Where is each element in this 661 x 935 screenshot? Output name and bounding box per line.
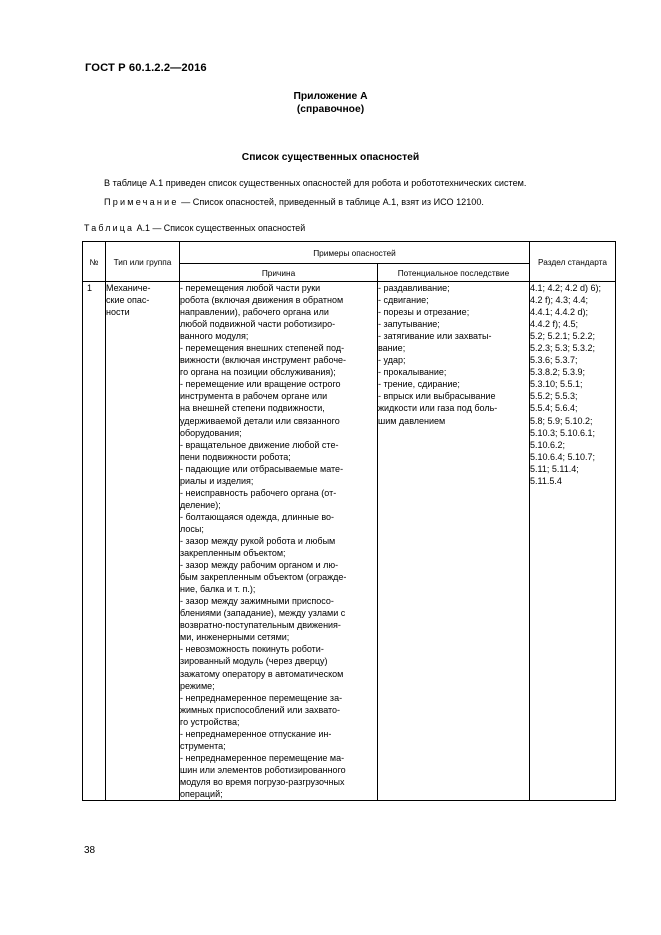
section-title: Список существенных опасностей [241, 152, 420, 163]
cause-line: - перемещения внешних степеней под- [180, 343, 345, 354]
type-line: ности [106, 307, 130, 318]
section-line: 5.3.10; 5.5.1; [530, 379, 583, 390]
section-line: 5.11.5.4 [530, 475, 562, 486]
consequence-line: шим давлением [378, 415, 446, 426]
cause-line: - перемещения любой части руки [180, 283, 321, 293]
cause-line: блениями (западание), между узлами с [180, 608, 346, 619]
cause-line: зированный модуль (через дверцу) [180, 656, 328, 667]
header-type: Тип или группа [106, 242, 180, 282]
section-line: 5.10.6.4; 5.10.7; [530, 451, 596, 462]
header-consequence: Потенциальное последствие [378, 264, 530, 282]
type-line: ские опас- [106, 295, 150, 306]
cause-line: деление); [180, 499, 221, 510]
cause-line: операций; [180, 788, 223, 799]
cause-line: - непреднамеренное отпускание ин- [180, 728, 332, 739]
section-line: 5.11; 5.11.4; [530, 463, 579, 474]
cause-line: зажатому оператору в автоматическом [180, 668, 344, 679]
cause-line: режиме; [180, 680, 215, 691]
cause-line: инструмента в рабочем органе или [180, 391, 328, 402]
section-line: 5.10.3; 5.10.6.1; [530, 427, 596, 438]
section-line: 5.8; 5.9; 5.10.2; [530, 415, 593, 426]
header-cause: Причина [180, 264, 378, 282]
section-line: 4.1; 4.2; 4.2 d) 6); [530, 283, 602, 293]
cause-line: - перемещение или вращение острого [180, 379, 341, 390]
cause-line: жимных приспособлений или захвато- [180, 704, 341, 715]
consequence-line: - затягивание или захваты- [378, 331, 492, 342]
annex-subtitle: (справочное) [296, 104, 365, 115]
cause-line: закрепленным объектом; [180, 548, 286, 559]
cause-line: пени подвижности робота; [180, 451, 291, 462]
cause-line: модуля во время погрузо-разгрузочных [180, 776, 345, 787]
cause-line: робота (включая движения в обратном [180, 295, 344, 306]
cause-line: вижности (включая инструмент рабоче- [180, 355, 347, 366]
intro-paragraph: В таблице А.1 приведен список существенных опасностей для робота и робототехнических систем. [104, 178, 527, 188]
type-line: Механиче- [106, 283, 151, 293]
row-section-cell [530, 282, 616, 801]
cause-line: - зазор между рукой робота и любым [180, 535, 336, 546]
consequence-line: - порезы и отрезание; [378, 307, 470, 318]
note-label: Примечание [104, 197, 179, 207]
section-line: 5.3.6; 5.3.7; [530, 355, 578, 366]
cause-line: удерживаемой детали или связанного [180, 415, 340, 426]
cause-line: го устройства; [180, 716, 240, 727]
hazards-table [82, 241, 616, 801]
cause-line: - невозможность покинуть роботи- [180, 644, 324, 655]
row-number: 1 [83, 282, 106, 801]
consequence-line: - прокалывание; [378, 367, 447, 378]
consequence-line: - трение, сдирание; [378, 379, 460, 390]
section-line: 4.4.1; 4.4.2 d); [530, 307, 589, 318]
header-section: Раздел стандарта [530, 242, 616, 282]
consequence-line: - сдвигание; [378, 295, 429, 306]
consequence-line: жидкости или газа под боль- [378, 403, 498, 414]
cause-line: - непреднамеренное перемещение за- [180, 692, 343, 703]
cause-line: направлении), рабочего органа или [180, 307, 329, 318]
cause-line: ми, инженерными сетями; [180, 632, 290, 643]
section-line: 4.4.2 f); 4.5; [530, 319, 579, 330]
cause-line: го органа на позиции обслуживания); [180, 367, 336, 378]
cause-line: риалы и изделия; [180, 475, 254, 486]
cause-line: ние, балка и т. п.); [180, 584, 256, 595]
section-line: 5.3.8.2; 5.3.9; [530, 367, 586, 378]
cause-line: - неисправность рабочего органа (от- [180, 487, 337, 498]
section-line: 5.10.6.2; [530, 439, 566, 450]
cause-line: шин или элементов роботизированного [180, 764, 346, 775]
annex-title: Приложение А [293, 91, 368, 102]
table-row [83, 282, 616, 801]
consequence-line: вание; [378, 343, 406, 354]
section-line: 5.5.2; 5.5.3; [530, 391, 578, 402]
cause-line: - зазор между зажимными приспосо- [180, 596, 334, 607]
cause-line: - зазор между рабочим органом и лю- [180, 560, 339, 571]
cause-line: лосы; [180, 523, 204, 534]
cause-line: струмента; [180, 740, 226, 751]
table-caption-label: Таблица [84, 223, 135, 233]
row-consequence-cell [378, 282, 530, 801]
table-caption [84, 223, 305, 233]
row-cause-cell [180, 282, 378, 801]
table-caption-text: А.1 — Список существенных опасностей [134, 223, 306, 233]
cause-line: бым закрепленным объектом (огражде- [180, 572, 347, 583]
row-type-cell [106, 282, 180, 801]
header-number: № [83, 242, 106, 282]
section-line: 5.2.3; 5.3; 5.3.2; [530, 343, 596, 354]
consequence-line: - раздавливание; [378, 283, 450, 293]
section-line: 5.5.4; 5.6.4; [530, 403, 578, 414]
cause-line: - вращательное движение любой сте- [180, 439, 339, 450]
cause-line: - непреднамеренное перемещение ма- [180, 752, 345, 763]
cause-line: ванного модуля; [180, 331, 249, 342]
page-number: 38 [84, 845, 96, 856]
cause-line: любой подвижной части роботизиро- [180, 319, 336, 330]
cause-line: - болтающаяся одежда, длинные во- [180, 511, 335, 522]
section-line: 4.2 f); 4.3; 4.4; [530, 295, 589, 306]
cause-line: - падающие или отбрасываемые мате- [180, 463, 344, 474]
consequence-line: - впрыск или выбрасывание [378, 391, 496, 402]
cause-line: на внешней степени подвижности, [180, 403, 325, 414]
document-code: ГОСТ Р 60.1.2.2—2016 [85, 62, 207, 74]
cause-line: возвратно-поступательным движения- [180, 620, 341, 631]
header-examples: Примеры опасностей [180, 242, 530, 264]
consequence-line: - удар; [378, 355, 406, 366]
note-paragraph [104, 197, 484, 207]
cause-line: оборудования; [180, 427, 242, 438]
section-line: 5.2; 5.2.1; 5.2.2; [530, 331, 596, 342]
consequence-line: - запутывание; [378, 319, 440, 330]
note-text: — Список опасностей, приведенный в таблице А.1, взят из ИСО 12100. [178, 197, 484, 207]
